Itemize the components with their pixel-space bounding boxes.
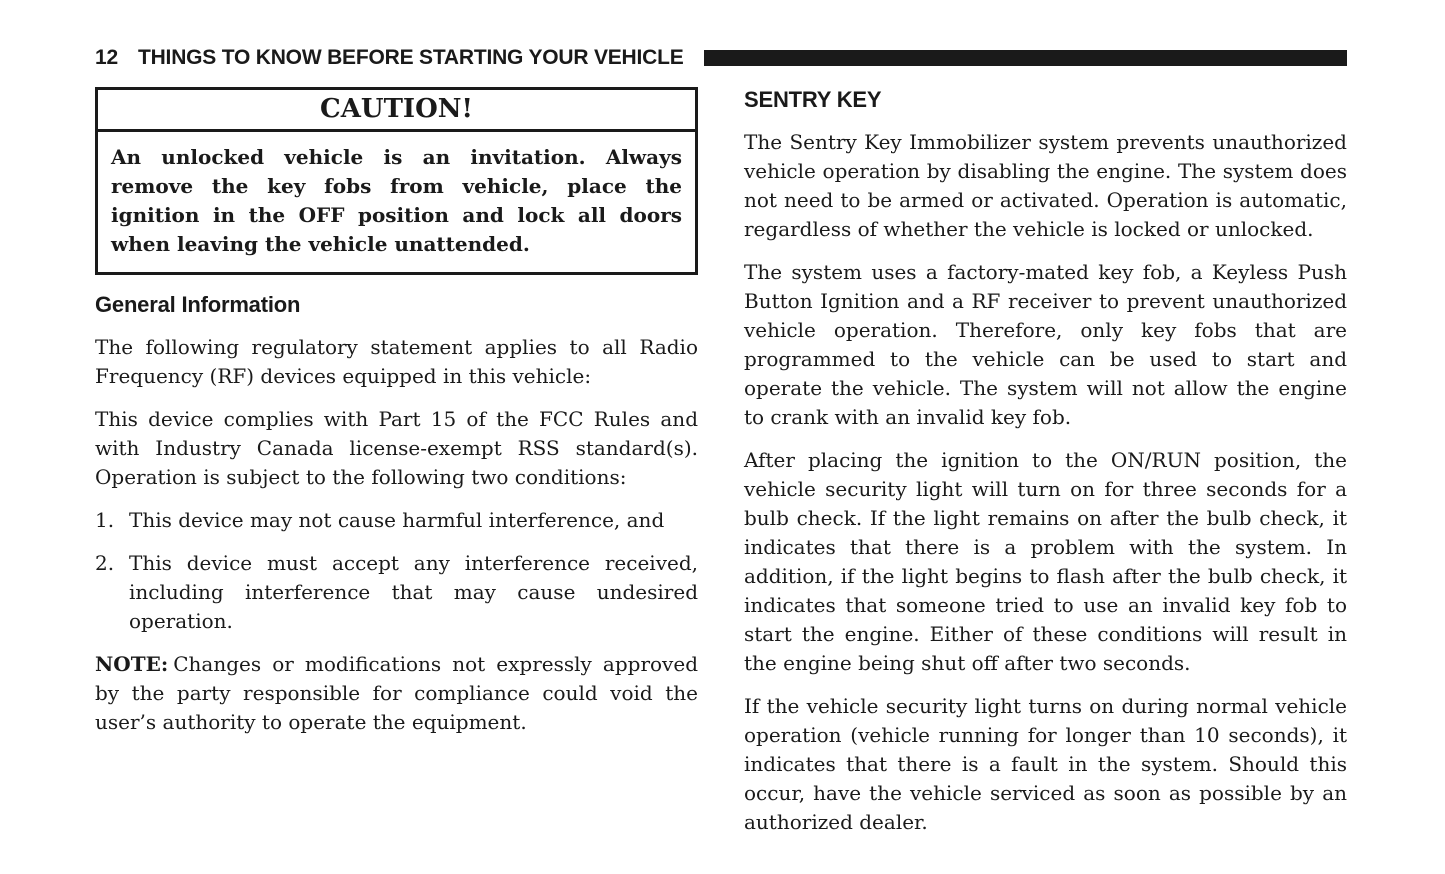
header-title: THINGS TO KNOW BEFORE STARTING YOUR VEHICLE [137, 46, 684, 69]
running-header [95, 46, 1347, 70]
list-item-number: 2. [95, 551, 115, 575]
general-information-paragraph-1: The following regulatory statement applies to all Radio Frequency (RF) devices equipped in this vehicle: [95, 335, 698, 388]
sentry-key-paragraph-2: The system uses a factory-mated key fob, a Keyless Push Button Ignition and a RF receiver to prevent unauthorized vehicle operation. Therefore, only key fobs that are programmed to the vehicle can be used to start and operate the vehicle. The system will not allow the engine to crank with an invalid key fob. [744, 260, 1347, 429]
note-label: NOTE: [95, 652, 169, 676]
sentry-key-paragraph-1: The Sentry Key Immobilizer system prevents unauthorized vehicle operation by disabling the engine. The system does not need to be armed or activated. Operation is automatic, regardless of whether the vehicle is locked or unlocked. [744, 130, 1347, 241]
left-column [95, 87, 698, 751]
list-item [95, 549, 698, 636]
right-column [744, 87, 1347, 851]
note-text: Changes or modifications not expressly approved by the party responsible for compliance could void the user’s authority to operate the equipment. [95, 652, 698, 734]
sentry-key-heading: SENTRY KEY [744, 87, 882, 112]
list-item-number: 1. [95, 508, 115, 532]
page-number: 12 [95, 46, 118, 69]
general-information-paragraph-2: This device complies with Part 15 of the FCC Rules and with Industry Canada license-exempt RSS standard(s). Operation is subject to the following two conditions: [95, 407, 698, 489]
caution-box [95, 87, 698, 275]
list-item-text: This device may not cause harmful interference, and [129, 508, 665, 532]
note-paragraph [95, 650, 698, 737]
sentry-key-paragraph-4: If the vehicle security light turns on during normal vehicle operation (vehicle running for longer than 10 seconds), it indicates that there is a fault in the system. Should this occur, have the vehicle serviced as soon as possible by an authorized dealer. [744, 694, 1347, 834]
sentry-key-paragraph-3: After placing the ignition to the ON/RUN position, the vehicle security light will turn on for three seconds for a bulb check. If the light remains on after the bulb check, it indicates that there is a problem with the system. In addition, if the light begins to flash after the bulb check, it indicates that someone tried to use an invalid key fob to start the engine. Either of these conditions will result in the engine being shut off after two seconds. [744, 448, 1347, 675]
two-column-layout [95, 87, 1347, 851]
conditions-list [95, 506, 698, 636]
caution-box-body: An unlocked vehicle is an invitation. Always remove the key fobs from vehicle, place the ignition in the OFF position and lock all doors when leaving the vehicle unattended. [111, 145, 682, 256]
list-item-text: This device must accept any interference received, including interference that may cause undesired operation. [129, 551, 698, 633]
list-item [95, 506, 698, 535]
header-rule-bar [704, 50, 1347, 66]
general-information-heading: General Information [95, 292, 301, 317]
caution-box-title: CAUTION! [98, 90, 695, 132]
